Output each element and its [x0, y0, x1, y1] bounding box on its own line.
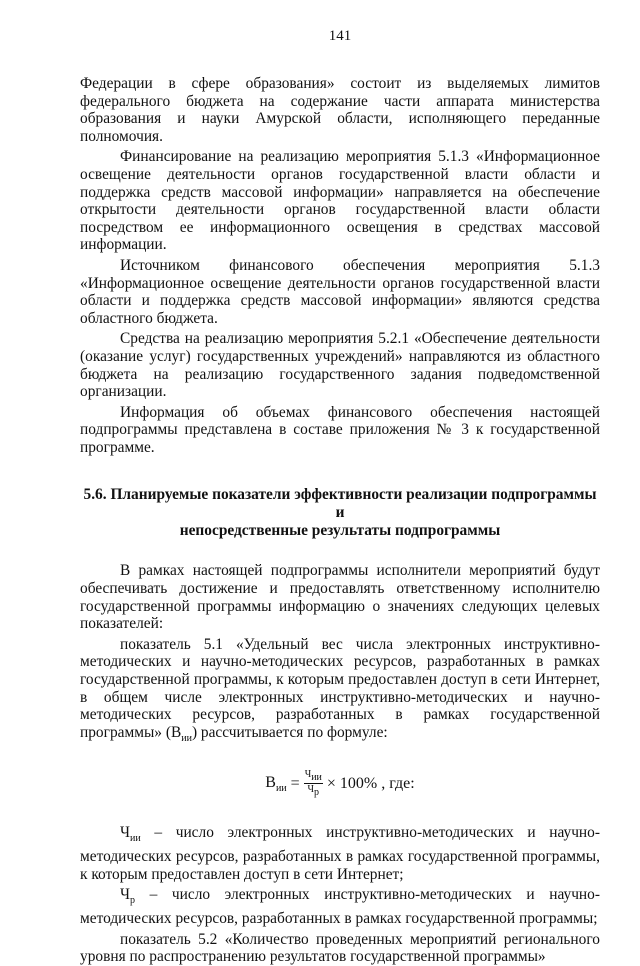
paragraph-4: Средства на реализацию мероприятия 5.2.1 «Обеспечение деятельности (оказание услуг) государственных учреждений» направляются из областного бюджета на реализацию государственного задания подведомственной организации. [80, 330, 600, 401]
formula-equals: = [290, 774, 300, 792]
formula-fraction [304, 769, 323, 798]
indicator-5-1-tail: ) рассчитывается по формуле: [191, 723, 388, 741]
indicator-5-2-paragraph: показатель 5.2 «Количество проведенных мероприятий регионального уровня по распространению результатов государственной программы» [80, 930, 600, 966]
intro-paragraph: В рамках настоящей подпрограммы исполнители мероприятий будут обеспечивать достижение и предоставлять ответственному исполнителю государственной программы информацию о значениях следующих целевых показателей: [80, 562, 600, 633]
paragraph-3: Источником финансового обеспечения мероприятия 5.1.3 «Информационное освещение деятельности органов государственной власти области и поддержка средств массовой информации» являются средства областного бюджета. [80, 256, 600, 327]
section-heading-line-2: непосредственные результаты подпрограммы [179, 522, 501, 540]
paragraph-5: Информация об объемах финансового обеспечения настоящей подпрограммы представлена в составе приложения № 3 к государственной программе. [80, 403, 600, 456]
section-heading-line-1: 5.6. Планируемые показатели эффективности реализации подпрограммы и [83, 486, 597, 522]
formula-lhs: $В_{ии}$ [265, 773, 287, 795]
indicator-5-1-paragraph [80, 636, 600, 748]
formula [80, 769, 600, 798]
definition-chii: $Ч_{ии}$ – число электронных инструктивно-методических и научно-методических ресурсов, разработанных в рамках государственной программы, к которым предоставлен доступ в сети Интернет; [80, 824, 600, 883]
page-number: 141 [328, 28, 352, 44]
paragraph-2: Финансирование на реализацию мероприятия 5.1.3 «Информационное освещение деятельности органов государственной власти области и поддержка средств массовой информации» направляется на обеспечение открытости деятельности органов государственной власти области посредством ее информационного освещения в средствах массовой информации. [80, 148, 600, 254]
definition-chr: $Ч_р$ – число электронных инструктивно-методических и научно-методических ресурсов, разработанных в рамках государственной программы; [80, 886, 600, 928]
indicator-5-1-subscript: ии [181, 732, 192, 744]
formula-denominator: $Ч_р$ [307, 784, 320, 799]
formula-numerator: $Ч_{ии}$ [304, 769, 322, 784]
section-heading [80, 486, 600, 540]
formula-times: × 100% , где: [326, 774, 415, 792]
indicator-5-1-text: показатель 5.1 «Удельный вес числа электронных инструктивно-методических и научно-методических ресурсов, разработанных в рамках государственной программы, к которым предоставлен доступ в сети Интернет, в общем числе электронных инструктивно-методических и научно-методических ресурсов, разработанных в рамках государственной программы» (В [80, 635, 600, 741]
paragraph-1: Федерации в сфере образования» состоит из выделяемых лимитов федерального бюджета на содержание части аппарата министерства образования и науки Амурской области, исполняющего переданные полномочия. [80, 75, 600, 145]
